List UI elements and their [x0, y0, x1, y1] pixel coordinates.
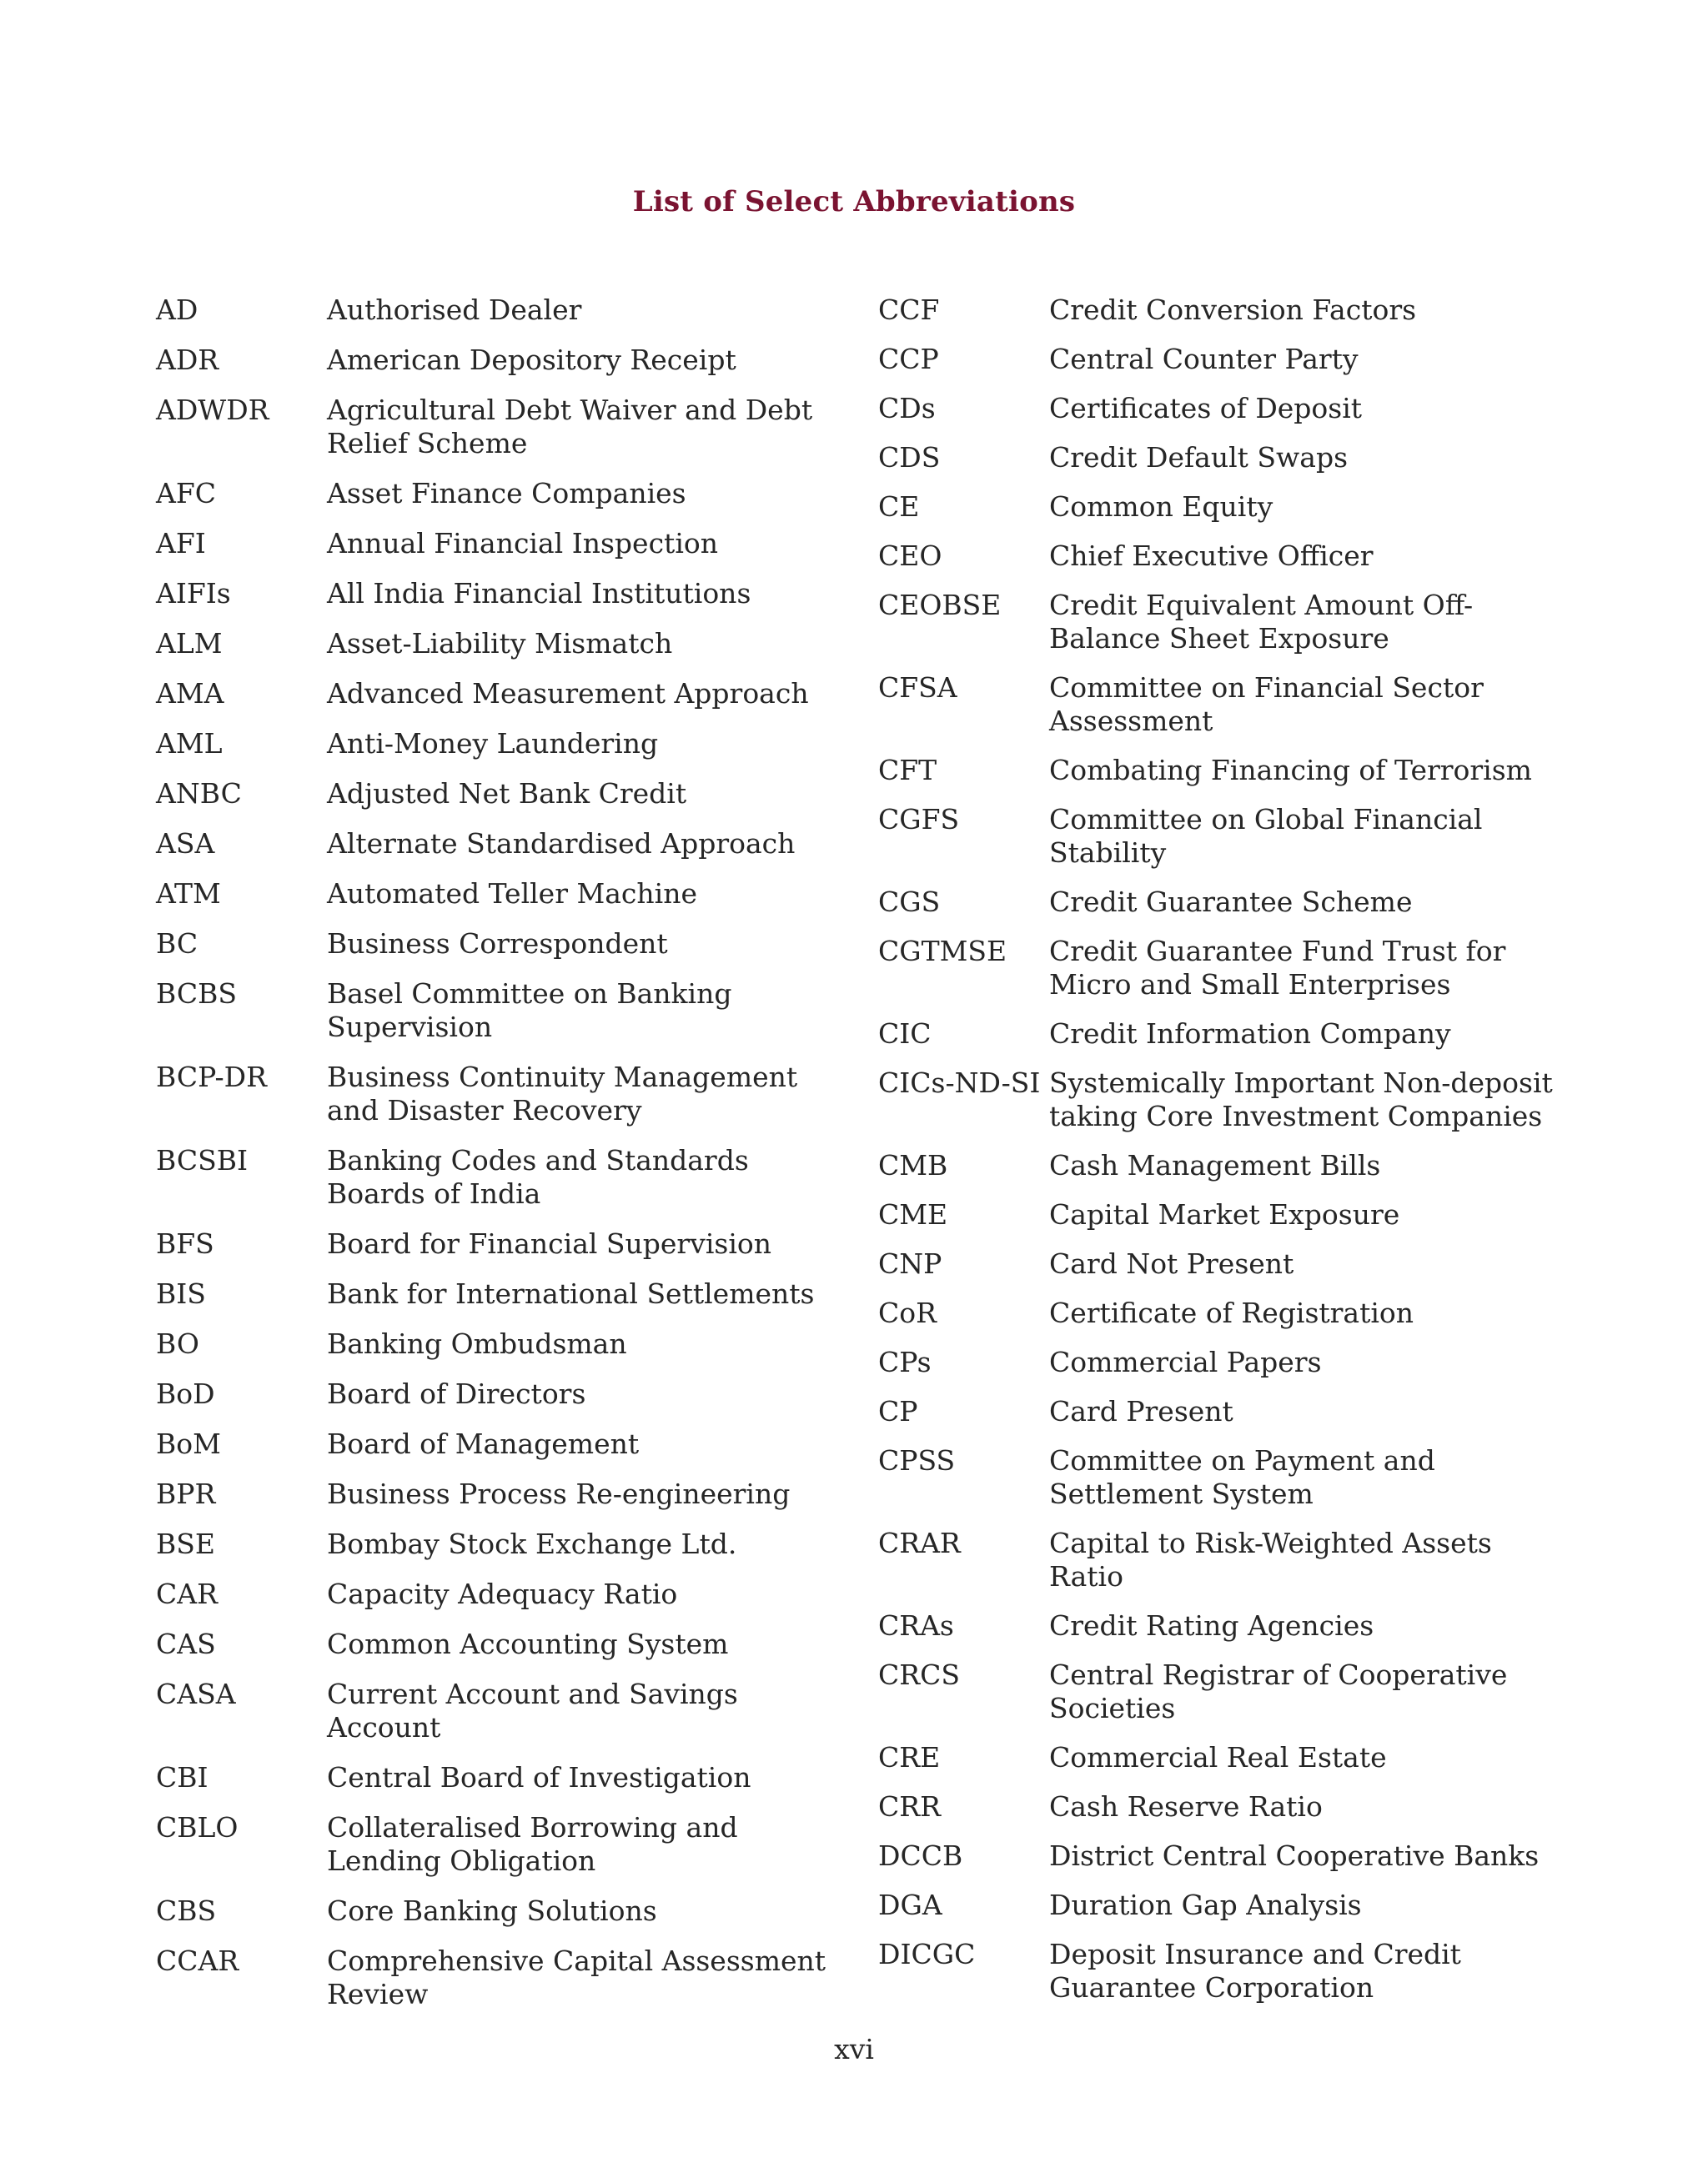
abbreviation-row — [878, 935, 1570, 1001]
abbreviation-term: CBS — [156, 1894, 217, 1927]
abbreviation-row — [156, 527, 840, 560]
abbreviation-term: CE — [878, 490, 920, 523]
abbreviation-row — [156, 1327, 840, 1361]
abbreviation-row — [156, 877, 840, 911]
abbreviation-expansion: Adjusted Net Bank Credit — [327, 777, 687, 810]
abbreviation-row — [156, 677, 840, 710]
abbreviation-expansion: Advanced Measurement Approach — [327, 677, 809, 710]
abbreviation-row — [878, 1198, 1570, 1232]
abbreviation-row — [156, 1478, 840, 1511]
abbreviation-expansion: Core Banking Solutions — [327, 1894, 657, 1927]
abbreviation-term: AIFIs — [156, 577, 231, 610]
abbreviation-row — [878, 1149, 1570, 1182]
abbreviation-term: CME — [878, 1198, 948, 1231]
abbreviation-term: CBLO — [156, 1811, 239, 1844]
abbreviation-expansion: Agricultural Debt Waiver and Debt Relief Scheme — [327, 394, 813, 459]
abbreviation-row — [156, 477, 840, 510]
abbreviation-term: BCSBI — [156, 1144, 249, 1177]
abbreviation-expansion: Committee on Payment and Settlement System — [1049, 1444, 1435, 1510]
abbreviation-expansion: Combating Financing of Terrorism — [1049, 754, 1532, 786]
abbreviation-term: CEOBSE — [878, 589, 1002, 621]
abbreviation-expansion: Board of Management — [327, 1428, 640, 1460]
abbreviation-expansion: Capital to Risk-Weighted Assets Ratio — [1049, 1527, 1492, 1593]
abbreviation-row — [156, 577, 840, 610]
abbreviation-term: CDs — [878, 392, 936, 424]
abbreviation-row — [878, 1017, 1570, 1051]
abbreviation-row — [878, 671, 1570, 738]
abbreviation-expansion: Asset-Liability Mismatch — [327, 627, 673, 660]
abbreviation-term: CP — [878, 1395, 918, 1428]
abbreviation-expansion: Credit Guarantee Scheme — [1049, 886, 1413, 918]
abbreviation-expansion: Card Not Present — [1049, 1247, 1294, 1280]
abbreviation-expansion: Credit Conversion Factors — [1049, 294, 1417, 326]
abbreviation-row — [878, 754, 1570, 787]
abbreviation-row — [156, 344, 840, 377]
abbreviation-term: CAR — [156, 1578, 218, 1610]
abbreviation-term: BO — [156, 1327, 199, 1360]
abbreviation-expansion: Cash Management Bills — [1049, 1149, 1381, 1182]
abbreviation-expansion: Commercial Real Estate — [1049, 1741, 1387, 1774]
abbreviation-term: BC — [156, 927, 198, 960]
abbreviation-term: BFS — [156, 1227, 214, 1260]
abbreviation-term: AMA — [156, 677, 224, 710]
page-number: xvi — [834, 2033, 874, 2065]
abbreviation-expansion: Certificate of Registration — [1049, 1297, 1414, 1329]
abbreviation-term: CFT — [878, 754, 937, 786]
abbreviation-expansion: Comprehensive Capital Assessment Review — [327, 1945, 826, 2010]
abbreviation-expansion: Duration Gap Analysis — [1049, 1889, 1362, 1921]
abbreviation-term: CCF — [878, 294, 940, 326]
abbreviation-term: AD — [156, 294, 198, 326]
abbreviation-row — [156, 1277, 840, 1311]
abbreviation-row — [878, 1741, 1570, 1774]
abbreviation-term: ATM — [156, 877, 221, 910]
abbreviation-term: CGTMSE — [878, 935, 1007, 967]
abbreviation-term: DGA — [878, 1889, 942, 1921]
abbreviation-term: ADWDR — [156, 394, 269, 426]
abbreviation-row — [878, 1889, 1570, 1922]
abbreviation-term: AFC — [156, 477, 216, 509]
abbreviation-expansion: Board for Financial Supervision — [327, 1227, 772, 1260]
abbreviation-row — [156, 1578, 840, 1611]
abbreviation-row — [878, 1444, 1570, 1511]
abbreviation-expansion: Capacity Adequacy Ratio — [327, 1578, 678, 1610]
abbreviation-row — [878, 1609, 1570, 1643]
abbreviation-expansion: Common Equity — [1049, 490, 1273, 523]
abbreviation-expansion: Bombay Stock Exchange Ltd. — [327, 1528, 737, 1560]
abbreviation-row — [156, 1428, 840, 1461]
abbreviation-expansion: Committee on Global Financial Stability — [1049, 803, 1483, 869]
abbreviation-term: ALM — [156, 627, 223, 660]
abbreviation-row — [878, 1066, 1570, 1133]
abbreviation-term: BCP-DR — [156, 1061, 267, 1093]
abbreviation-term: CoR — [878, 1297, 937, 1329]
abbreviation-term: CNP — [878, 1247, 942, 1280]
abbreviation-term: CPs — [878, 1346, 932, 1378]
abbreviation-term: CPSS — [878, 1444, 956, 1477]
abbreviation-term: BCBS — [156, 977, 237, 1010]
abbreviation-expansion: Credit Information Company — [1049, 1017, 1451, 1050]
abbreviation-term: CRE — [878, 1741, 941, 1774]
abbreviation-term: ANBC — [156, 777, 242, 810]
abbreviation-term: CICs-ND-SI — [878, 1066, 1041, 1099]
abbreviation-term: CRAR — [878, 1527, 961, 1559]
abbreviation-row — [156, 294, 840, 327]
abbreviation-row — [156, 1811, 840, 1878]
abbreviation-term: CRAs — [878, 1609, 954, 1642]
abbreviation-row — [156, 1227, 840, 1261]
abbreviation-expansion: Capital Market Exposure — [1049, 1198, 1400, 1231]
abbreviation-expansion: Commercial Papers — [1049, 1346, 1322, 1378]
abbreviation-term: CCAR — [156, 1945, 239, 1977]
abbreviation-row — [156, 1945, 840, 2011]
abbreviation-expansion: Central Board of Investigation — [327, 1761, 751, 1794]
abbreviation-list-right — [878, 294, 1570, 2020]
abbreviation-row — [156, 1894, 840, 1928]
abbreviation-row — [878, 1346, 1570, 1379]
abbreviation-term: BIS — [156, 1277, 206, 1310]
abbreviation-term: CCP — [878, 343, 939, 375]
abbreviation-expansion: Collateralised Borrowing and Lending Obligation — [327, 1811, 738, 1877]
abbreviation-term: BoD — [156, 1378, 215, 1410]
abbreviation-term: DCCB — [878, 1839, 963, 1872]
abbreviation-term: CGS — [878, 886, 941, 918]
abbreviation-expansion: Credit Rating Agencies — [1049, 1609, 1374, 1642]
abbreviation-row — [156, 977, 840, 1044]
abbreviation-term: CDS — [878, 441, 941, 474]
abbreviation-row — [156, 827, 840, 861]
abbreviation-row — [878, 1938, 1570, 2005]
abbreviation-expansion: Anti-Money Laundering — [327, 727, 659, 760]
abbreviation-expansion: Board of Directors — [327, 1378, 586, 1410]
abbreviation-row — [156, 1528, 840, 1561]
abbreviation-expansion: Committee on Financial Sector Assessment — [1049, 671, 1484, 737]
abbreviation-row — [878, 1659, 1570, 1725]
abbreviation-expansion: Central Counter Party — [1049, 343, 1359, 375]
abbreviation-expansion: Chief Executive Officer — [1049, 539, 1374, 572]
abbreviation-expansion: Card Present — [1049, 1395, 1233, 1428]
abbreviation-row — [878, 539, 1570, 573]
abbreviation-term: CEO — [878, 539, 942, 572]
abbreviation-row — [156, 1061, 840, 1127]
abbreviation-term: CFSA — [878, 671, 957, 704]
abbreviation-expansion: Central Registrar of Cooperative Societies — [1049, 1659, 1508, 1724]
abbreviation-expansion: Alternate Standardised Approach — [327, 827, 796, 860]
abbreviation-expansion: American Depository Receipt — [327, 344, 736, 376]
abbreviation-expansion: Business Continuity Management and Disaster Recovery — [327, 1061, 798, 1127]
abbreviation-expansion: Credit Guarantee Fund Trust for Micro and Small Enterprises — [1049, 935, 1506, 1001]
abbreviation-row — [878, 343, 1570, 376]
abbreviation-row — [878, 1790, 1570, 1824]
abbreviation-expansion: Basel Committee on Banking Supervision — [327, 977, 732, 1043]
abbreviation-row — [156, 777, 840, 810]
abbreviation-expansion: Deposit Insurance and Credit Guarantee Corporation — [1049, 1938, 1461, 2004]
abbreviation-row — [156, 727, 840, 760]
abbreviation-expansion: Annual Financial Inspection — [327, 527, 718, 560]
abbreviation-row — [878, 1247, 1570, 1281]
abbreviation-term: CBI — [156, 1761, 208, 1794]
abbreviation-term: CRCS — [878, 1659, 960, 1691]
abbreviation-expansion: Automated Teller Machine — [327, 877, 698, 910]
abbreviation-term: DICGC — [878, 1938, 976, 1970]
abbreviation-row — [878, 1395, 1570, 1428]
abbreviation-row — [878, 441, 1570, 474]
abbreviation-term: BSE — [156, 1528, 215, 1560]
abbreviation-row — [156, 1678, 840, 1744]
abbreviation-term: CIC — [878, 1017, 932, 1050]
abbreviation-expansion: Bank for International Settlements — [327, 1277, 815, 1310]
abbreviation-row — [878, 392, 1570, 425]
abbreviation-term: BoM — [156, 1428, 221, 1460]
abbreviation-row — [878, 1839, 1570, 1873]
abbreviation-expansion: Business Correspondent — [327, 927, 668, 960]
abbreviation-row — [878, 886, 1570, 919]
page-title: List of Select Abbreviations — [632, 185, 1076, 218]
abbreviation-term: AML — [156, 727, 223, 760]
abbreviation-expansion: Banking Ombudsman — [327, 1327, 627, 1360]
abbreviation-row — [156, 1628, 840, 1661]
abbreviation-row — [878, 589, 1570, 655]
abbreviation-row — [878, 803, 1570, 870]
abbreviation-expansion: Cash Reserve Ratio — [1049, 1790, 1323, 1823]
abbreviation-row — [878, 1297, 1570, 1330]
abbreviation-expansion: Current Account and Savings Account — [327, 1678, 738, 1744]
abbreviation-expansion: Business Process Re-engineering — [327, 1478, 791, 1510]
abbreviation-term: CGFS — [878, 803, 960, 836]
abbreviation-row — [156, 1144, 840, 1211]
abbreviation-term: ADR — [156, 344, 219, 376]
abbreviation-expansion: Banking Codes and Standards Boards of India — [327, 1144, 749, 1210]
abbreviation-expansion: All India Financial Institutions — [327, 577, 751, 610]
abbreviation-expansion: Authorised Dealer — [327, 294, 582, 326]
abbreviation-expansion: Systemically Important Non-deposit taking Core Investment Companies — [1049, 1066, 1553, 1132]
abbreviation-row — [156, 1378, 840, 1411]
abbreviation-expansion: Asset Finance Companies — [327, 477, 686, 509]
abbreviation-term: ASA — [156, 827, 215, 860]
abbreviation-list-left — [156, 294, 840, 2028]
abbreviation-row — [156, 1761, 840, 1794]
abbreviation-term: CAS — [156, 1628, 216, 1660]
abbreviation-row — [156, 927, 840, 961]
abbreviation-term: AFI — [156, 527, 206, 560]
abbreviation-expansion: Credit Equivalent Amount Off-Balance Sheet Exposure — [1049, 589, 1474, 655]
abbreviation-row — [878, 1527, 1570, 1593]
abbreviation-term: CMB — [878, 1149, 948, 1182]
abbreviation-row — [878, 490, 1570, 524]
abbreviation-term: CASA — [156, 1678, 236, 1710]
abbreviation-expansion: Common Accounting System — [327, 1628, 729, 1660]
abbreviation-row — [156, 394, 840, 460]
abbreviation-row — [156, 627, 840, 660]
abbreviation-term: CRR — [878, 1790, 941, 1823]
abbreviation-expansion: Certificates of Deposit — [1049, 392, 1363, 424]
abbreviation-expansion: District Central Cooperative Banks — [1049, 1839, 1540, 1872]
abbreviation-row — [878, 294, 1570, 327]
abbreviation-term: BPR — [156, 1478, 216, 1510]
abbreviation-expansion: Credit Default Swaps — [1049, 441, 1349, 474]
